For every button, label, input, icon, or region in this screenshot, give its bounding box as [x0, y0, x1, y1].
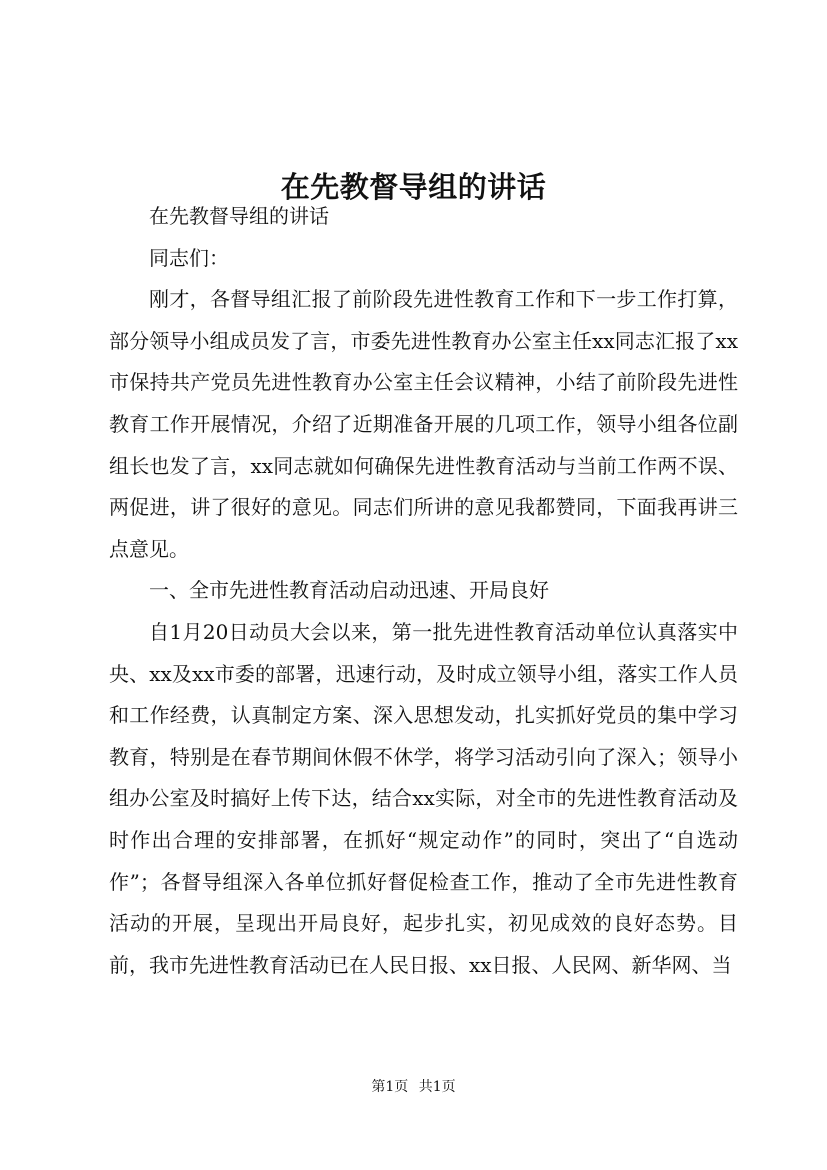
body-paragraph-subtitle: 在先教督导组的讲话 [149, 204, 329, 228]
page-footer [0, 1077, 827, 1097]
body-paragraph-salutation: 同志们： [149, 245, 229, 270]
body-paragraph-section-content: 自1月20日动员大会以来，第一批先进性教育活动单位认真落实中央、xx及xx市委的部署，迅速行动，及时成立领导小组，落实工作人员和工作经费，认真制定方案、深入思想发动，扎实抓好党员的集中学习教育，特别是在春节期间休假不休学，将学习活动引向了深入；领导小组办公室及时搞好上传下达，结合xx实际，对全市的先进性教育活动及时作出合理的安排部署，在抓好“规定动作”的同时，突出了“自选动作”；各督导组深入各单位抓好督促检查工作，推动了全市先进性教育活动的开展，呈现出开局良好，起步扎实，初见成效的良好态势。目前，我市先进性教育活动已在人民日报、xx日报、人民网、新华网、当 [109, 619, 738, 977]
body-paragraph-opening: 刚才，各督导组汇报了前阶段先进性教育工作和下一步工作打算，部分领导小组成员发了言，市委先进性教育办公室主任xx同志汇报了xx市保持共产党员先进性教育办公室主任会议精神，小结了前阶段先进性教育工作开展情况，介绍了近期准备开展的几项工作，领导小组各位副组长也发了言，xx同志就如何确保先进性教育活动与当前工作两不误、两促进，讲了很好的意见。同志们所讲的意见我都赞同，下面我再讲三点意见。 [109, 287, 738, 561]
document-body [109, 196, 738, 986]
section-heading: 一、全市先进性教育活动启动迅速、开局良好 [149, 578, 549, 603]
page-number: 第1页 [371, 1079, 409, 1095]
total-pages: 共1页 [418, 1079, 456, 1095]
document-title: 在先教督导组的讲话 [280, 170, 547, 205]
